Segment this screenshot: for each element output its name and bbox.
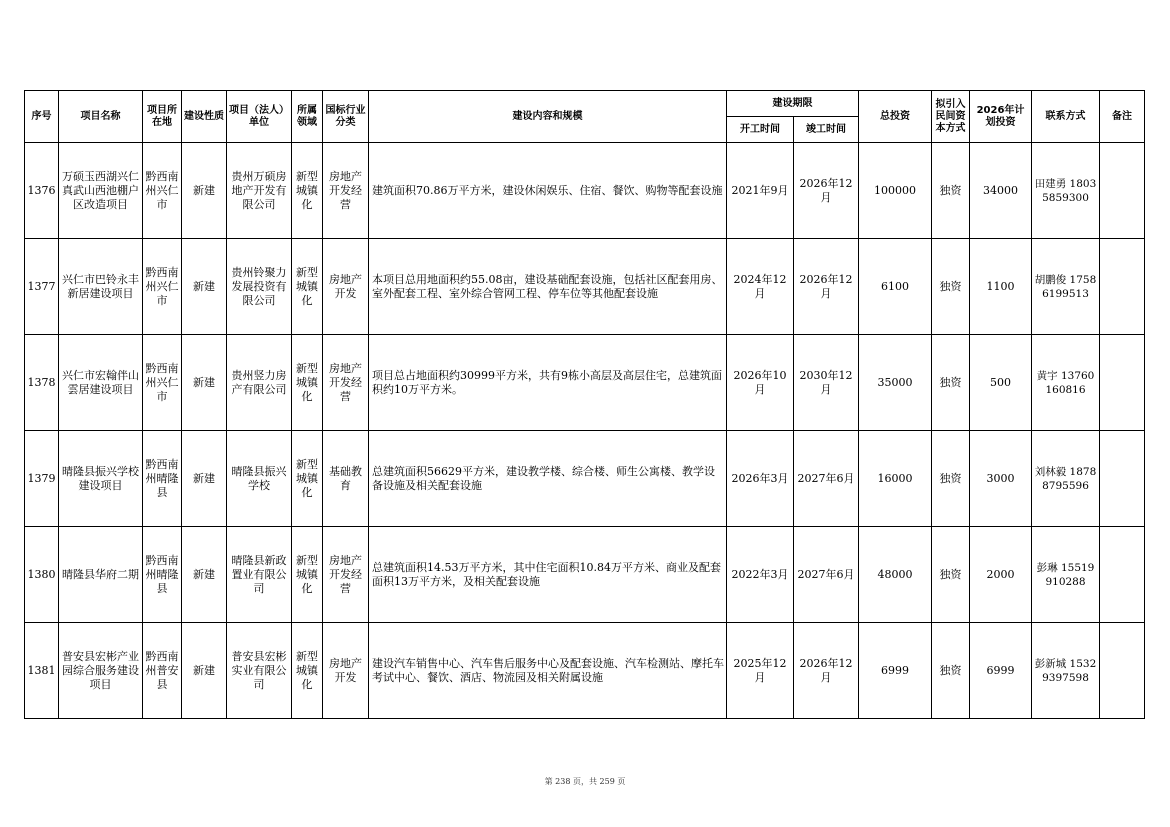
header-end: 竣工时间: [794, 117, 859, 143]
nature-cell: 新建: [182, 431, 227, 527]
header-name: 项目名称: [59, 91, 143, 143]
header-unit: 项目（法人）单位: [227, 91, 292, 143]
end-date-cell: 2026年12月: [794, 143, 859, 239]
field-cell: 新型城镇化: [292, 335, 323, 431]
content-cell: 本项目总用地面积约55.08亩，建设基础配套设施，包括社区配套用房、室外配套工程、室外综合管网工程、停车位等其他配套设施: [369, 239, 727, 335]
plan-investment-cell: 2000: [970, 527, 1032, 623]
location-cell: 黔西南州晴隆县: [143, 431, 182, 527]
location-cell: 黔西南州兴仁市: [143, 239, 182, 335]
start-date-cell: 2021年9月: [727, 143, 794, 239]
remark-cell: [1100, 335, 1145, 431]
seq-cell: 1380: [25, 527, 59, 623]
header-content: 建设内容和规模: [369, 91, 727, 143]
total-investment-cell: 16000: [859, 431, 932, 527]
header-industry: 国标行业分类: [323, 91, 369, 143]
location-cell: 黔西南州兴仁市: [143, 335, 182, 431]
start-date-cell: 2026年3月: [727, 431, 794, 527]
header-period: 建设期限: [727, 91, 859, 117]
remark-cell: [1100, 623, 1145, 719]
industry-cell: 房地产开发经营: [323, 527, 369, 623]
header-total: 总投资: [859, 91, 932, 143]
start-date-cell: 2022年3月: [727, 527, 794, 623]
total-investment-cell: 35000: [859, 335, 932, 431]
header-seq: 序号: [25, 91, 59, 143]
content-cell: 建筑面积70.86万平方米，建设休闲娱乐、住宿、餐饮、购物等配套设施: [369, 143, 727, 239]
remark-cell: [1100, 527, 1145, 623]
header-nature: 建设性质: [182, 91, 227, 143]
header-field: 所属领域: [292, 91, 323, 143]
table-row: [25, 239, 1145, 335]
table-body: [25, 143, 1145, 719]
contact-cell: 彭新城 15329397598: [1032, 623, 1100, 719]
unit-cell: 普安县宏彬实业有限公司: [227, 623, 292, 719]
content-cell: 项目总占地面积约30999平方米，共有9栋小高层及高层住宅，总建筑面积约10万平方米。: [369, 335, 727, 431]
contact-cell: 彭琳 15519910288: [1032, 527, 1100, 623]
start-date-cell: 2025年12月: [727, 623, 794, 719]
field-cell: 新型城镇化: [292, 239, 323, 335]
location-cell: 黔西南州普安县: [143, 623, 182, 719]
nature-cell: 新建: [182, 143, 227, 239]
remark-cell: [1100, 143, 1145, 239]
project-name-cell: 晴隆县华府二期: [59, 527, 143, 623]
capital-method-cell: 独资: [932, 335, 970, 431]
seq-cell: 1377: [25, 239, 59, 335]
end-date-cell: 2026年12月: [794, 623, 859, 719]
capital-method-cell: 独资: [932, 239, 970, 335]
unit-cell: 贵州铃聚力发展投资有限公司: [227, 239, 292, 335]
field-cell: 新型城镇化: [292, 431, 323, 527]
project-table: [24, 90, 1145, 719]
location-cell: 黔西南州晴隆县: [143, 527, 182, 623]
end-date-cell: 2026年12月: [794, 239, 859, 335]
plan-investment-cell: 500: [970, 335, 1032, 431]
plan-investment-cell: 3000: [970, 431, 1032, 527]
nature-cell: 新建: [182, 527, 227, 623]
header-remark: 备注: [1100, 91, 1145, 143]
total-investment-cell: 100000: [859, 143, 932, 239]
project-name-cell: 兴仁市宏翰伴山雲居建设项目: [59, 335, 143, 431]
start-date-cell: 2026年10月: [727, 335, 794, 431]
table-row: [25, 335, 1145, 431]
project-name-cell: 晴隆县振兴学校建设项目: [59, 431, 143, 527]
start-date-cell: 2024年12月: [727, 239, 794, 335]
end-date-cell: 2030年12月: [794, 335, 859, 431]
remark-cell: [1100, 431, 1145, 527]
content-cell: 建设汽车销售中心、汽车售后服务中心及配套设施、汽车检测站、摩托车考试中心、餐饮、酒店、物流园及相关附属设施: [369, 623, 727, 719]
unit-cell: 贵州竖力房产有限公司: [227, 335, 292, 431]
capital-method-cell: 独资: [932, 143, 970, 239]
field-cell: 新型城镇化: [292, 623, 323, 719]
nature-cell: 新建: [182, 239, 227, 335]
header-location: 项目所在地: [143, 91, 182, 143]
seq-cell: 1379: [25, 431, 59, 527]
capital-method-cell: 独资: [932, 431, 970, 527]
industry-cell: 房地产开发: [323, 239, 369, 335]
field-cell: 新型城镇化: [292, 143, 323, 239]
seq-cell: 1376: [25, 143, 59, 239]
seq-cell: 1381: [25, 623, 59, 719]
project-name-cell: 兴仁市巴铃永丰新居建设项目: [59, 239, 143, 335]
header-start: 开工时间: [727, 117, 794, 143]
industry-cell: 房地产开发经营: [323, 335, 369, 431]
unit-cell: 贵州万硕房地产开发有限公司: [227, 143, 292, 239]
contact-cell: 胡鹏俊 17586199513: [1032, 239, 1100, 335]
table-row: [25, 143, 1145, 239]
plan-investment-cell: 34000: [970, 143, 1032, 239]
total-investment-cell: 6999: [859, 623, 932, 719]
nature-cell: 新建: [182, 623, 227, 719]
seq-cell: 1378: [25, 335, 59, 431]
end-date-cell: 2027年6月: [794, 431, 859, 527]
project-name-cell: 万硕玉西湖兴仁真武山西池棚户区改造项目: [59, 143, 143, 239]
industry-cell: 基础教育: [323, 431, 369, 527]
header-plan: 2026年计划投资: [970, 91, 1032, 143]
industry-cell: 房地产开发经营: [323, 143, 369, 239]
content-cell: 总建筑面积56629平方米，建设教学楼、综合楼、师生公寓楼、教学设备设施及相关配套设施: [369, 431, 727, 527]
header-capital: 拟引入民间资本方式: [932, 91, 970, 143]
industry-cell: 房地产开发: [323, 623, 369, 719]
page-footer: 第 238 页，共 259 页: [544, 777, 626, 786]
nature-cell: 新建: [182, 335, 227, 431]
contact-cell: 黄宇 13760160816: [1032, 335, 1100, 431]
header-contact: 联系方式: [1032, 91, 1100, 143]
unit-cell: 晴隆县振兴学校: [227, 431, 292, 527]
table-row: [25, 431, 1145, 527]
total-investment-cell: 6100: [859, 239, 932, 335]
unit-cell: 晴隆县新政置业有限公司: [227, 527, 292, 623]
total-investment-cell: 48000: [859, 527, 932, 623]
content-cell: 总建筑面积14.53万平方米，其中住宅面积10.84万平方米、商业及配套面积13万平方米，及相关配套设施: [369, 527, 727, 623]
plan-investment-cell: 6999: [970, 623, 1032, 719]
contact-cell: 田建勇 18035859300: [1032, 143, 1100, 239]
project-name-cell: 普安县宏彬产业园综合服务建设项目: [59, 623, 143, 719]
end-date-cell: 2027年6月: [794, 527, 859, 623]
contact-cell: 刘林毅 18788795596: [1032, 431, 1100, 527]
table-row: [25, 623, 1145, 719]
capital-method-cell: 独资: [932, 527, 970, 623]
table-row: [25, 527, 1145, 623]
plan-investment-cell: 1100: [970, 239, 1032, 335]
remark-cell: [1100, 239, 1145, 335]
capital-method-cell: 独资: [932, 623, 970, 719]
location-cell: 黔西南州兴仁市: [143, 143, 182, 239]
field-cell: 新型城镇化: [292, 527, 323, 623]
